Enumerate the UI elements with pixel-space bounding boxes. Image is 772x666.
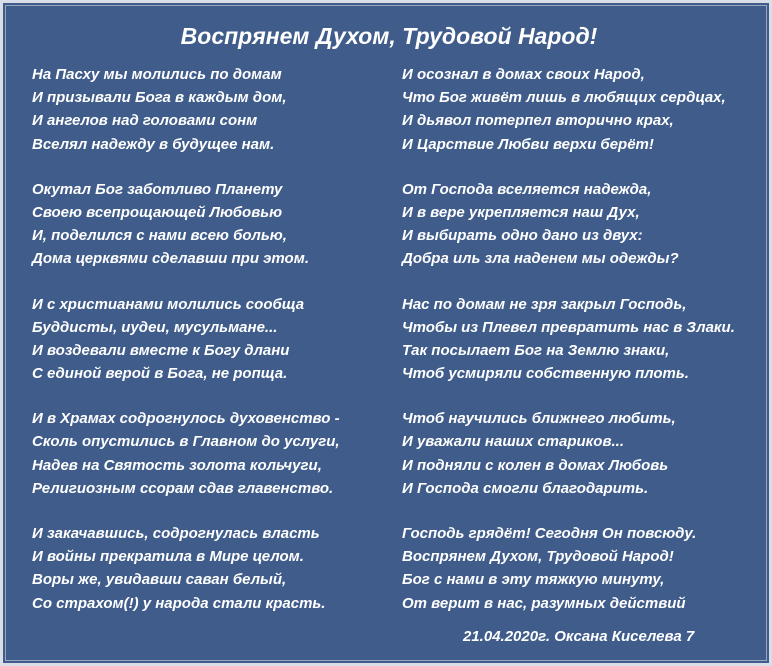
poem-line: Воспрянем Духом, Трудовой Народ! [402,548,674,566]
poem-line: Буддисты, иудеи, мусульмане... [32,318,278,336]
stanza [32,522,382,615]
right-column [402,63,762,637]
poem-line: Нас по домам не зря закрыл Господь, [402,295,687,313]
poem-line: Воры же, увидавши саван белый, [32,571,287,589]
poem-line: От Господа вселяется надежда, [402,180,652,198]
poem-line: И с христианами молились сообща [32,295,305,313]
poem-line: И воздевали вместе к Богу длани [32,341,290,359]
poem-line: Надев на Святость золота кольчуги, [32,456,322,474]
poem-line: И призывали Бога в каждым дом, [32,89,287,107]
poem-line: Религиозным ссорам сдав главенство. [32,479,334,497]
poem-line: И Господа смогли благодарить. [402,479,649,497]
poem-line: И, поделился с нами всею болью, [32,227,287,245]
poem-line: Бог с нами в эту тяжкую минуту, [402,571,665,589]
stanza [402,178,762,271]
stanza [402,522,762,615]
poem-line: И в Храмах содрогнулось духовенство - [32,410,340,428]
poem-line: Чтоб научились ближнего любить, [402,410,676,428]
stanza [402,293,762,386]
poem-line: Что Бог живёт лишь в любящих сердцах, [402,89,726,107]
poem-line: И ангелов над головами сонм [32,112,258,130]
poem-line: И подняли с колен в домах Любовь [402,456,669,474]
poem-line: Чтоб усмиряли собственную плоть. [402,365,689,383]
poem-line: Добра иль зла наденем мы одежды? [402,250,679,268]
poem-line: И осознал в домах своих Народ, [402,66,645,83]
stanza [402,407,762,500]
poem-line: Вселял надежду в будущее нам. [32,135,275,153]
poem-line: И в вере укрепляется наш Дух, [402,203,640,221]
poem-line: И закачавшись, содрогнулась власть [32,525,320,542]
poem-line: Со страхом(!) у народа стали красть. [32,594,326,612]
poem-line: И Царствие Любви верхи берёт! [402,135,654,153]
stanza [32,63,382,156]
poem-line: И выбирать одно дано из двух: [402,227,643,245]
poem-line: Так посылает Бог на Землю знаки, [402,341,670,359]
stanza [32,178,382,271]
poem-title: Воспрянем Духом, Трудовой Народ! [180,23,598,49]
author-signature: 21.04.2020г. Оксана Киселева 7 [463,628,695,645]
poem-line: Своею всепрощающей Любовью [32,203,283,221]
poem-line: И войны прекратила в Мире целом. [32,548,304,566]
poem-line: Чтобы из Плевел превратить нас в Злаки. [402,318,735,336]
poem-line: С единой верой в Бога, не ропща. [32,365,288,383]
poem-line: И дьявол потерпел вторично крах, [402,112,674,130]
stanza [402,63,762,156]
left-column [32,63,382,637]
stanza [32,407,382,500]
poem-line: И уважали наших стариков... [402,433,625,451]
stanza [32,293,382,386]
poem-line: Дома церквями сделавши при этом. [32,250,309,268]
poem-line: На Пасху мы молились по домам [32,66,282,83]
poem-line: Окутал Бог заботливо Планету [32,180,283,198]
poem-line: Сколь опустились в Главном до услуги, [32,433,340,451]
poem-line: Господь грядёт! Сегодня Он повсюду. [402,525,697,542]
poem-line: От верит в нас, разумных действий [402,594,686,612]
